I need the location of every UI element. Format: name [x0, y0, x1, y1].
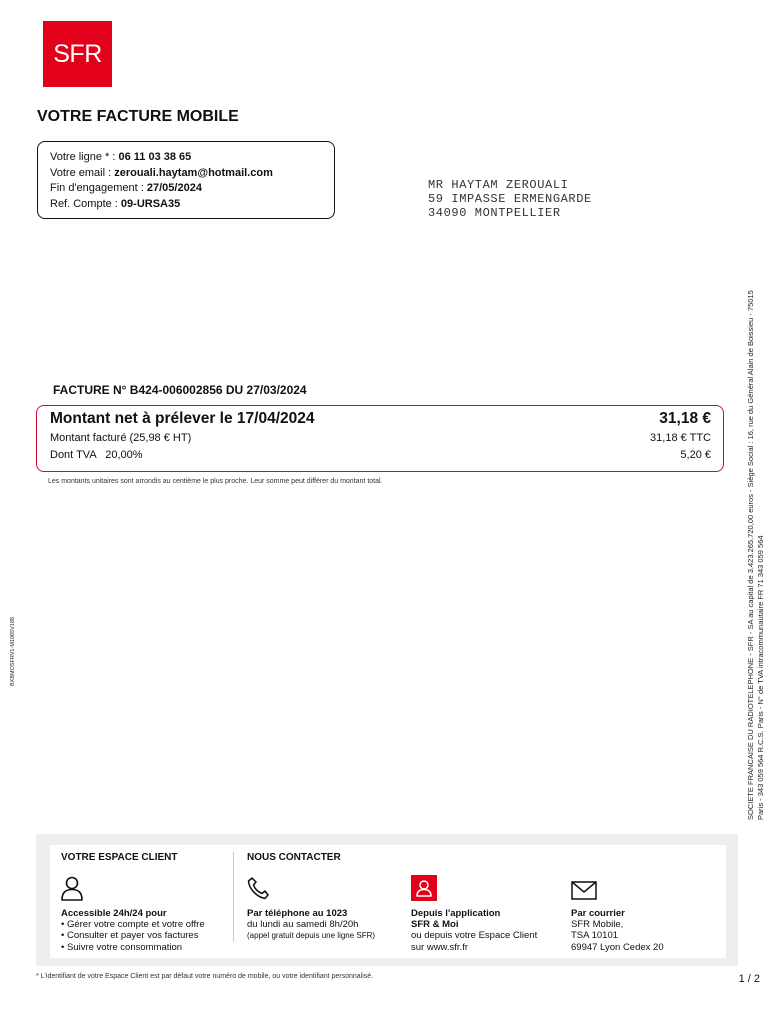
contact-heading: NOUS CONTACTER	[247, 852, 341, 863]
espace-client-item: • Gérer votre compte et votre offre	[61, 919, 205, 931]
rounding-note: Les montants unitaires sont arrondis au centième le plus proche. Leur somme peut différer du montant total.	[48, 478, 383, 485]
legal-notice: SOCIETE FRANCAISE DU RADIOTELEPHONE - SFR - SA au capital de 3.423.265.720,00 euros - Siège Social : 16, rue du Général Alain de Boissieu - 75015 Paris - 343 059 564 R.C.S. Paris - N° de TVA intracommunautaire FR 71 343 059 564	[746, 290, 765, 820]
phone-contact	[247, 908, 375, 942]
amount-summary-box	[36, 405, 724, 472]
billed-amount-value: 31,18 € TTC	[650, 432, 711, 444]
app-website: sur www.sfr.fr	[411, 941, 469, 953]
engagement-row: Fin d'engagement : 27/05/2024	[50, 182, 202, 194]
app-contact	[411, 908, 537, 953]
vat-row	[50, 449, 711, 466]
phone-icon	[247, 876, 269, 900]
invoice-reference: FACTURE N° B424-006002856 DU 27/03/2024	[53, 383, 307, 397]
envelope-icon	[571, 881, 597, 900]
mail-line: TSA 10101	[571, 930, 619, 942]
account-value: 09-URSA35	[120, 197, 181, 210]
app-contact-title: Depuis l'application	[411, 908, 501, 919]
vat-value: 5,20 €	[680, 449, 711, 461]
vat-label: Dont TVA 20,00%	[50, 449, 143, 461]
line-number-row: Votre ligne * : 06 11 03 38 65	[50, 151, 192, 163]
mail-contact	[571, 908, 664, 953]
app-name: SFR & Moi	[411, 919, 459, 931]
page-title: VOTRE FACTURE MOBILE	[37, 108, 239, 125]
espace-client-info	[61, 908, 205, 953]
recipient-address	[428, 178, 592, 220]
billed-amount-label: Montant facturé (25,98 € HT)	[50, 432, 192, 444]
page-number: 1 / 2	[738, 973, 760, 985]
document-code: BXBMOSFRV1-M1065V188	[10, 617, 16, 686]
user-icon	[60, 875, 84, 901]
app-alt: ou depuis votre Espace Client	[411, 930, 538, 942]
recipient-name: MR HAYTAM ZEROUALI	[428, 178, 569, 192]
phone-contact-title: Par téléphone au 1023	[247, 908, 348, 919]
espace-client-item: • Suivre votre consommation	[61, 941, 183, 953]
billed-amount-row	[50, 432, 711, 449]
line-info-box	[37, 141, 335, 219]
phone-hours: du lundi au samedi 8h/20h	[247, 919, 359, 931]
engagement-value: 27/05/2024	[146, 182, 202, 194]
footer-divider	[233, 852, 234, 942]
recipient-city: 34090 MONTPELLIER	[428, 206, 561, 220]
net-amount-value: 31,18 €	[659, 410, 711, 427]
sfr-logo: SFR	[43, 21, 112, 87]
net-amount-row	[50, 410, 711, 432]
line-number: 06 11 03 38 65	[118, 151, 192, 163]
espace-client-title: Accessible 24h/24 pour	[61, 908, 167, 919]
espace-client-heading: VOTRE ESPACE CLIENT	[61, 852, 178, 863]
email-row: Votre email : zerouali.haytam@hotmail.com	[50, 166, 273, 179]
app-user-icon	[411, 875, 437, 901]
mail-contact-title: Par courrier	[571, 908, 625, 919]
net-amount-label: Montant net à prélever le 17/04/2024	[50, 410, 315, 427]
espace-client-item: • Consulter et payer vos factures	[61, 930, 199, 942]
footnote: * L'identifiant de votre Espace Client est par défaut votre numéro de mobile, ou votre identifiant personnalisé.	[36, 973, 374, 980]
email-value: zerouali.haytam@hotmail.com	[114, 166, 273, 179]
recipient-street: 59 IMPASSE ERMENGARDE	[428, 192, 592, 206]
phone-note: (appel gratuit depuis une ligne SFR)	[247, 931, 376, 941]
account-row: Ref. Compte : 09-URSA35	[50, 197, 181, 210]
mail-line: SFR Mobile,	[571, 919, 624, 931]
mail-line: 69947 Lyon Cedex 20	[571, 941, 664, 953]
